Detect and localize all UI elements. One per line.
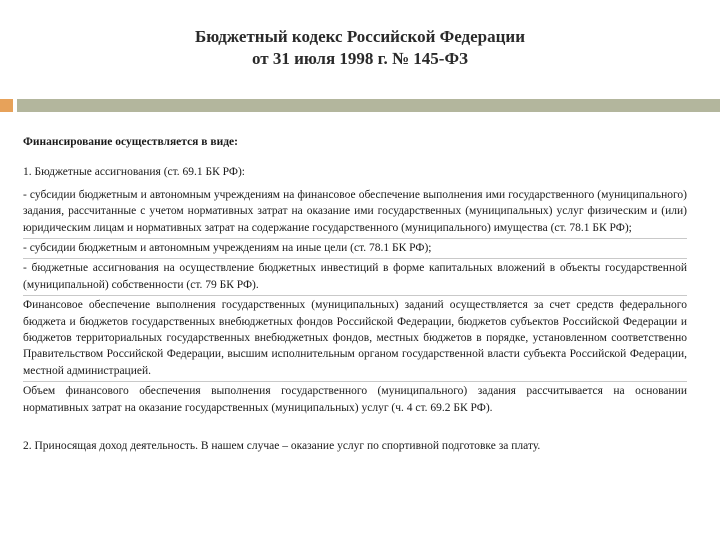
header-rule: [17, 99, 720, 112]
bullet-capital-investments: - бюджетные ассигнования на осуществление бюджетных инвестиций в форме капитальных вложений в объекты государственной (муниципальной) собственности (ст. 79 БК РФ).: [23, 260, 687, 293]
bullet-subsidies-assignment: - субсидии бюджетным и автономным учреждениям на финансовое обеспечение выполнения ими государственного (муниципального) задания, рассчитанные с учетом нормативных затрат на оказание ими государственных (муниципальных) услуг физическим и (или) юридическим лицам и нормативных затрат на содержание государственного (муниципального) имущества (ст. 78.1 БК РФ);: [23, 187, 687, 236]
list-item-budget-allocations: 1. Бюджетные ассигнования (ст. 69.1 БК РФ):: [23, 166, 245, 179]
accent-square: [0, 99, 13, 112]
title-line-1: Бюджетный кодекс Российской Федерации: [194, 27, 526, 46]
section-heading: Финансирование осуществляется в виде:: [23, 136, 238, 148]
bullet-subsidies-other: - субсидии бюджетным и автономным учреждениям на иные цели (ст. 78.1 БК РФ);: [23, 240, 687, 256]
paragraph-financing-volume: Объем финансового обеспечения выполнения государственного (муниципального) задания рассчитывается на основании нормативных затрат на оказание государственных (муниципальных) услуг (ч. 4 ст. 69.2 БК РФ).: [23, 385, 687, 414]
document-body: [23, 134, 687, 455]
document-title: [120, 26, 600, 70]
title-line-2: от 31 июля 1998 г. № 145-ФЗ: [251, 49, 469, 68]
list-item-income-activity: 2. Приносящая доход деятельность. В нашем случае – оказание услуг по спортивной подготовке за плату.: [23, 440, 541, 453]
paragraph-financing-sources: Финансовое обеспечение выполнения государственных (муниципальных) заданий осуществляется за счет средств федерального бюджета и бюджетов государственных внебюджетных фондов Российской Федерации, бюджетов субъектов Российской Федерации и бюджетов территориальных государственных внебюджетных фондов, местных бюджетов в порядке, установленном соответственно Правительством Российской Федерации, высшим исполнительным органом государственной власти субъекта Российской Федерации, местной администрацией.: [23, 297, 687, 379]
